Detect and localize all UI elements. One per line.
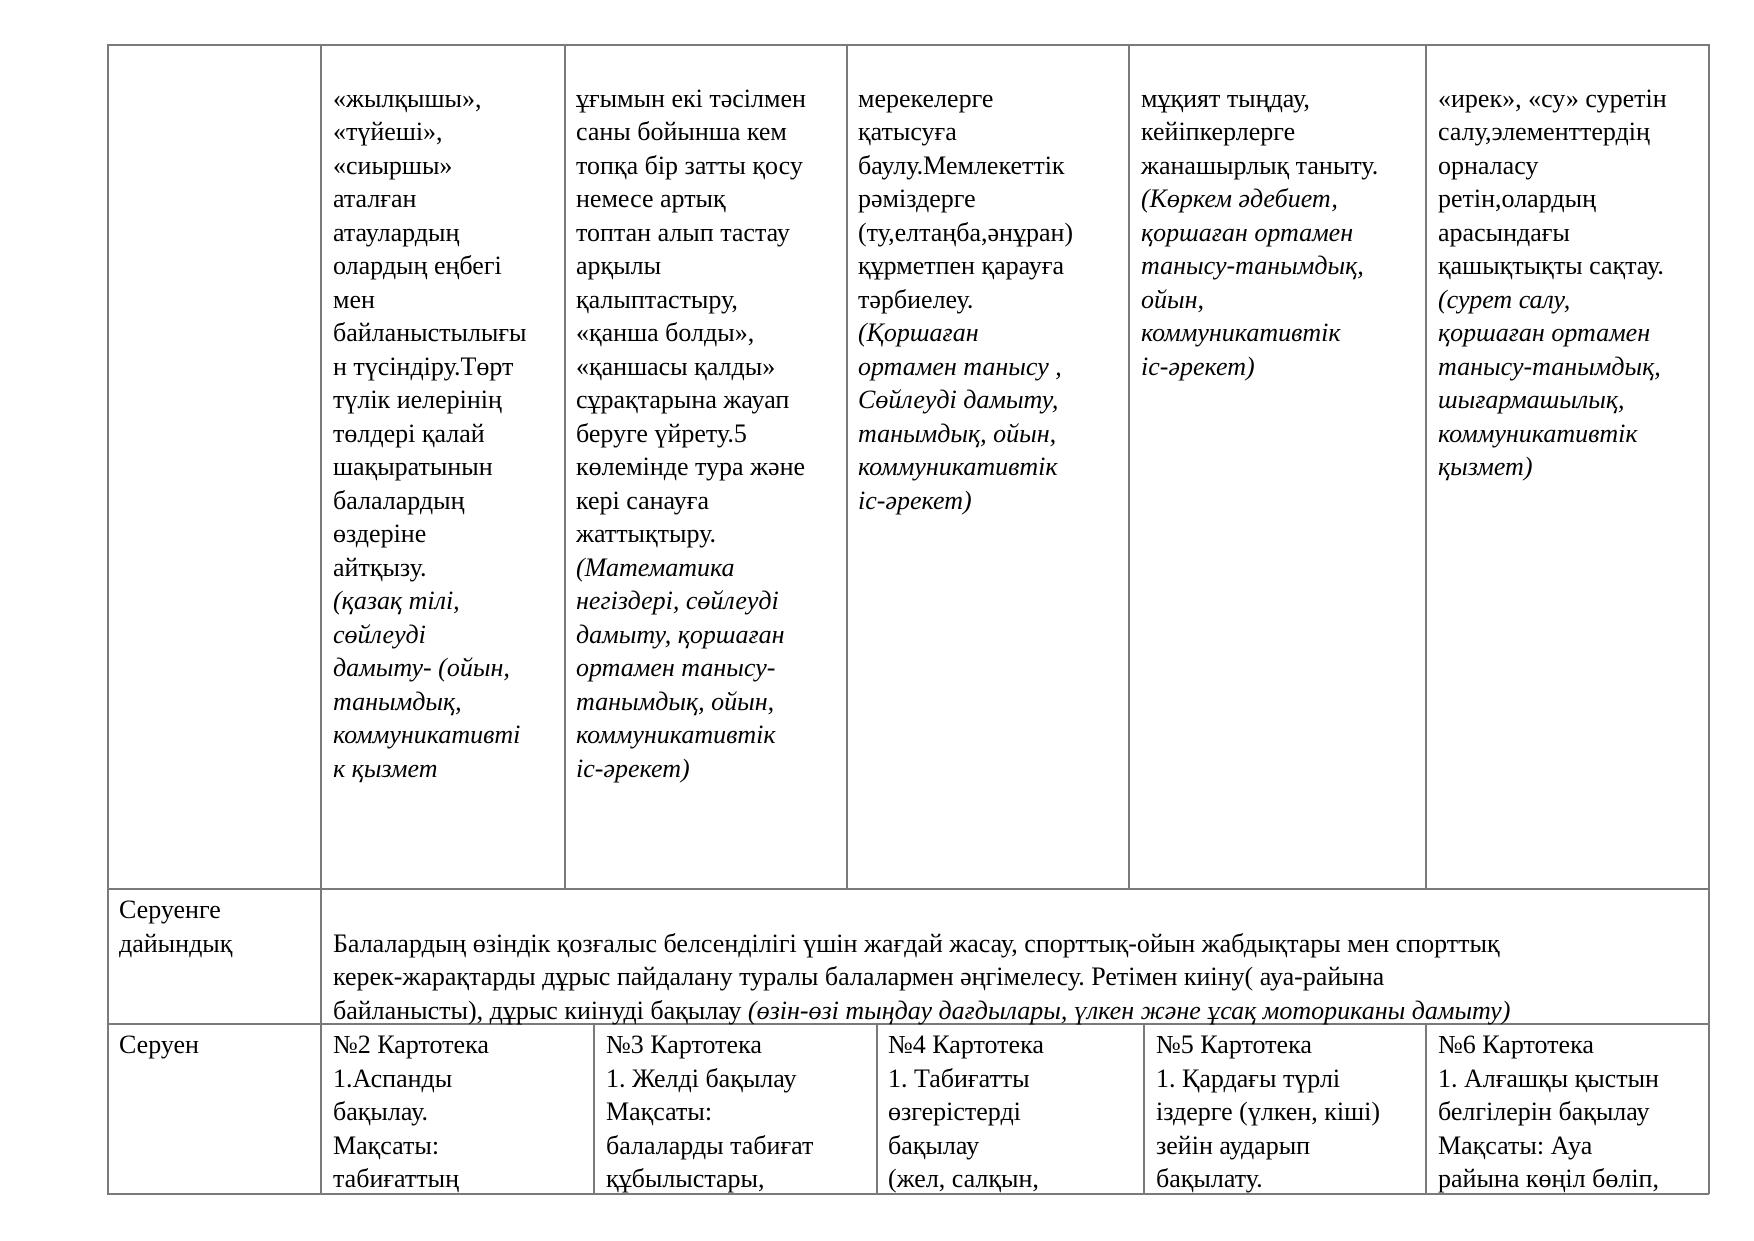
row1-col4-activity: (Қоршаған ортамен танысу , Сөйлеуді дамыту, танымдық, ойын, коммуникативтік іс-әрекет) bbox=[858, 318, 1062, 515]
row3-card-6: №6 Картотека 1. Алғашқы қыстын белгілерін бақылау Мақсаты: Ауа райына көңіл бөліп, bbox=[1438, 1030, 1659, 1193]
row1-col3-text: ұғымын екі тәсілмен саны бойынша кем топқа бір затты қосу немесе артық топтан алып тастау арқылы қалыптастыру, «қанша болды», «қаншасы қалды» сұрақтарына жауап беруге үйрету.5 көлемінде тура және кері санауға жаттықтыру. bbox=[576, 83, 806, 548]
row1-divider-c bbox=[1128, 44, 1130, 889]
row1-col5-text: мұқият тыңдау, кейіпкерлерге жанашырлық таныту. bbox=[1141, 83, 1379, 180]
table-border-left bbox=[107, 44, 109, 1194]
row1-col2-cell bbox=[333, 45, 563, 785]
row3-card-3: №3 Картотека 1. Желді бақылау Мақсаты: балаларды табиғат құбылыстары, bbox=[606, 1030, 814, 1193]
row1-col5-activity: (Көркем әдебиет, қоршаған ортамен танысу-танымдық, ойын, коммуникативтік іс-әрекет) bbox=[1141, 184, 1364, 381]
row3-divider-d bbox=[1425, 1023, 1427, 1194]
row1-col6-text: «ирек», «су» суретін салу,элементтердің орналасу ретін,олардың арасындағы қашықтықты сақтау. bbox=[1438, 83, 1667, 280]
row1-divider-d bbox=[1425, 44, 1427, 889]
row1-col3-activity: (Математика негіздері, сөйлеуді дамыту, қоршаған ортамен танысу- танымдық, ойын, коммуникативтік іс-әрекет) bbox=[576, 552, 785, 783]
row1-col6-activity: (сурет салу, қоршаған ортамен танысу-танымдық, шығармашылық, коммуникативтік қызмет) bbox=[1438, 284, 1661, 481]
row1-col4-cell bbox=[858, 45, 1126, 517]
row2-label: Серуенге дайындық bbox=[119, 895, 233, 958]
row3-divider-a bbox=[593, 1023, 595, 1194]
row3-card-4: №4 Картотека 1. Табиғатты өзгерістерді бақылау (жел, салқын, bbox=[888, 1030, 1044, 1193]
table-border-right bbox=[1708, 44, 1710, 1194]
row3-card-2: №2 Картотека 1.Аспанды бақылау. Мақсаты: табиғаттың bbox=[333, 1030, 489, 1193]
row3-label: Серуен bbox=[119, 1030, 199, 1059]
row2-activity: (өзін-өзі тыңдау дағдылары, үлкен және ұсақ моториканы дамыту) bbox=[747, 995, 1511, 1025]
row1-divider-b bbox=[846, 44, 848, 889]
row2-text: Балалардың өзіндік қозғалыс белсенділігі үшін жағдай жасау, спорттық-ойын жабдықтары мен спорттық керек-жарақтарды дұрыс пайдалану туралы балалармен әңгімелесу. Ретімен киіну( ауа-райына байланысты), дұрыс киінуді бақылау bbox=[333, 928, 1500, 1025]
row1-col3-cell bbox=[576, 45, 844, 785]
row3-card-5: №5 Картотека 1. Қардағы түрлі іздерге (үлкен, кіші) зейін аударып бақылату. bbox=[1156, 1030, 1380, 1193]
row1-col5-cell bbox=[1141, 45, 1423, 383]
row1-col4-text: мерекелерге қатысуға баулу.Мемлекеттік рәміздерге (ту,елтаңба,әнұран) құрметпен қарауға тәрбиелеу. bbox=[858, 83, 1074, 314]
row1-col2-text: «жылқышы», «түйеші», «сиыршы» аталған атаулардың олардың еңбегі мен байланыстылығы н түсіндіру.Төрт түлік иелерінің төлдері қалай шақыратынын балалардың өздеріне айтқызу. bbox=[333, 83, 527, 582]
row3-divider-b bbox=[876, 1023, 878, 1194]
row2-content bbox=[333, 890, 1703, 1027]
row3-divider-c bbox=[1143, 1023, 1145, 1194]
row1-col2-activity: (қазақ тілі, сөйлеуді дамыту- (ойын, танымдық, коммуникативті к қызмет bbox=[333, 586, 521, 783]
col-divider-main bbox=[320, 44, 322, 1194]
row1-divider-a bbox=[564, 44, 566, 889]
row1-col6-cell bbox=[1438, 45, 1706, 484]
